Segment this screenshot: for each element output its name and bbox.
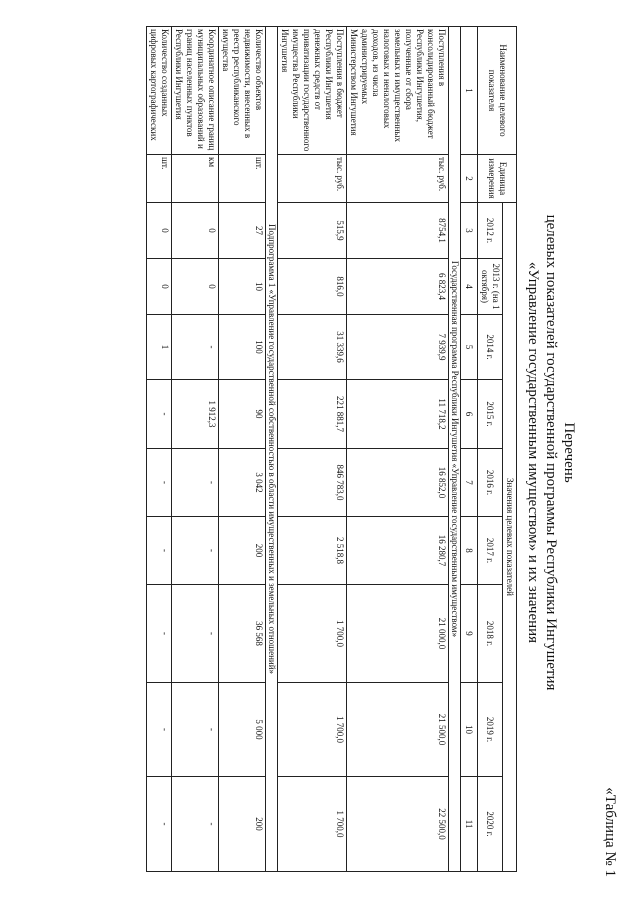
- indicator-value: 1 700,0: [278, 683, 347, 777]
- indicator-value: 816,0: [278, 259, 347, 315]
- header-year: 2018 г.: [478, 585, 503, 683]
- indicator-value: 5 000: [219, 683, 266, 777]
- header-year: 2017 г.: [478, 517, 503, 585]
- indicator-name: Количество созданных цифровых картографических: [147, 27, 172, 155]
- indicator-value: 90: [219, 380, 266, 449]
- indicator-unit: тыс. руб.: [347, 155, 449, 203]
- doc-title-line-3: «Управление государственным имуществом» и их значения: [525, 261, 541, 644]
- indicator-value: -: [172, 683, 219, 777]
- indicator-value: 7 939,9: [347, 315, 449, 380]
- indicator-value: -: [147, 683, 172, 777]
- indicator-value: -: [172, 585, 219, 683]
- indicator-name: Координатное описание границ муниципальных образований и границ населенных пунктов Республики Ингушетия: [172, 27, 219, 155]
- header-year: 2013 г. (на 1 октября): [478, 259, 503, 315]
- indicator-value: 1 700,0: [278, 777, 347, 872]
- column-number: 10: [461, 683, 478, 777]
- table-row: [147, 27, 172, 872]
- table-row: [278, 27, 347, 872]
- indicator-name: Поступления в бюджет Республики Ингушетия денежных средств от приватизации государственного имущества Республики Ингушетия: [278, 27, 347, 155]
- indicators-table: [146, 26, 517, 872]
- indicator-value: 2 518,8: [278, 517, 347, 585]
- header-year: 2012 г.: [478, 203, 503, 259]
- table-row: [219, 27, 266, 872]
- indicator-value: 27: [219, 203, 266, 259]
- indicator-value: 0: [172, 259, 219, 315]
- header-values-group: Значения целевых показателей: [503, 203, 517, 872]
- column-number: 7: [461, 449, 478, 517]
- header-unit: Единица измерения: [478, 155, 517, 203]
- table-row: [172, 27, 219, 872]
- indicator-value: -: [147, 449, 172, 517]
- column-number: 8: [461, 517, 478, 585]
- indicator-value: 36 568: [219, 585, 266, 683]
- rotated-page: [15, 20, 620, 885]
- doc-title-line-2: целевых показателей государственной программы Республики Ингушетия: [543, 214, 559, 691]
- indicator-value: 515,9: [278, 203, 347, 259]
- column-number: 6: [461, 380, 478, 449]
- column-number: 1: [461, 27, 478, 155]
- section-row: [449, 27, 461, 872]
- indicator-name: Количество объектов недвижимости, внесенных в реестр республиканского имущества: [219, 27, 266, 155]
- indicator-value: 0: [147, 259, 172, 315]
- indicator-value: -: [172, 315, 219, 380]
- header-year: 2019 г.: [478, 683, 503, 777]
- indicator-value: 1 700,0: [278, 585, 347, 683]
- indicator-unit: шт.: [219, 155, 266, 203]
- column-number: 3: [461, 203, 478, 259]
- header-year: 2015 г.: [478, 380, 503, 449]
- indicator-unit: км: [172, 155, 219, 203]
- section-title: Подпрограмма 1 «Управление государственной собственностью в области имущественных и земельных отношений»: [266, 27, 278, 872]
- indicator-value: 1 912,3: [172, 380, 219, 449]
- doc-title-line-1: Перечень: [561, 422, 577, 483]
- indicator-value: 846 783,0: [278, 449, 347, 517]
- indicator-value: -: [147, 380, 172, 449]
- indicator-value: 221 881,7: [278, 380, 347, 449]
- indicator-value: 3 042: [219, 449, 266, 517]
- indicator-unit: шт.: [147, 155, 172, 203]
- header-name: Наименование целевого показателя: [478, 27, 517, 155]
- indicator-value: 16 280,7: [347, 517, 449, 585]
- section-title: Государственная программа Республики Ингушетия «Управление государственным имуществом»: [449, 27, 461, 872]
- indicator-value: 21 500,0: [347, 683, 449, 777]
- table-number: «Таблица № 1: [602, 787, 618, 877]
- indicator-value: 21 000,0: [347, 585, 449, 683]
- header-year: 2020 г.: [478, 777, 503, 872]
- column-number: 9: [461, 585, 478, 683]
- indicator-value: -: [172, 449, 219, 517]
- indicator-name: Поступления в консолидированный бюджет Республики Ингушетия, полученные от сбора земельных и имущественных налоговых и неналоговых доходов, из числа администрируемых Министерством Ингушетия: [347, 27, 449, 155]
- header-year: 2014 г.: [478, 315, 503, 380]
- indicator-value: 200: [219, 777, 266, 872]
- indicator-value: 1: [147, 315, 172, 380]
- indicator-value: 6 823,4: [347, 259, 449, 315]
- table-row: [347, 27, 449, 872]
- indicator-value: 10: [219, 259, 266, 315]
- indicator-value: -: [147, 517, 172, 585]
- indicator-value: 31 339,6: [278, 315, 347, 380]
- indicator-value: -: [172, 777, 219, 872]
- indicator-value: 0: [172, 203, 219, 259]
- indicator-value: -: [147, 777, 172, 872]
- column-number: 11: [461, 777, 478, 872]
- indicator-value: 22 500,0: [347, 777, 449, 872]
- indicator-value: 0: [147, 203, 172, 259]
- indicator-value: -: [172, 517, 219, 585]
- indicator-value: 16 852,0: [347, 449, 449, 517]
- indicator-value: 11 718,2: [347, 380, 449, 449]
- section-row: [266, 27, 278, 872]
- column-number: 2: [461, 155, 478, 203]
- column-number: 4: [461, 259, 478, 315]
- indicator-value: 200: [219, 517, 266, 585]
- indicator-unit: тыс. руб.: [278, 155, 347, 203]
- indicator-value: -: [147, 585, 172, 683]
- indicator-value: 8754,1: [347, 203, 449, 259]
- column-number: 5: [461, 315, 478, 380]
- indicator-value: 100: [219, 315, 266, 380]
- header-year: 2016 г.: [478, 449, 503, 517]
